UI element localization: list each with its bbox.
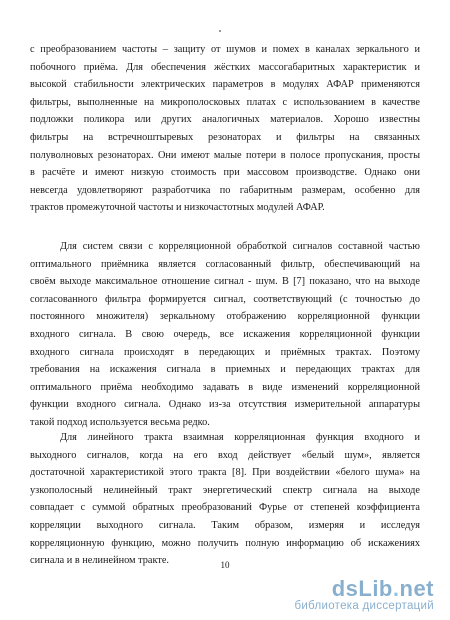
- text-line: достаточной характеристикой этого тракта [8]. При воздействии «белого шума» на: [30, 467, 420, 479]
- text-line: с преобразованием частоты – защиту от шумов и помех в каналах зеркального и: [30, 44, 420, 55]
- text-line: фильтры на встречноштыревых резонаторах и фильтры на связанных: [30, 131, 420, 143]
- text-line: совпадает с суммой обратных преобразований Фурье от степеней коэффициента: [30, 502, 420, 514]
- text-line: постоянного множителя) зеркальному отображению корреляционной функции: [30, 311, 420, 323]
- text-line: подложки поликора или других аналогичных материалов. Хорошо известны: [30, 114, 420, 126]
- text-line: фильтры, выполненные на микрополосковых платах с использованием в качестве: [30, 96, 420, 108]
- watermark-subtitle: библиотека диссертаций: [294, 600, 434, 612]
- text-line: выходного сигналов, когда на его вход действует «белый шум», является: [30, 449, 420, 461]
- text-line: требования на искажения сигнала в приемных и передающих трактах для: [30, 364, 420, 376]
- text-line: высокой стабильности электрических параметров в модулях АФАР применяются: [30, 79, 420, 91]
- text-line: своём выходе максимальное отношение сигнал - шум. В [7] показано, что на выходе: [30, 276, 420, 288]
- text-line: оптимального приёма необходимо задавать в виде изменений корреляционной: [30, 381, 420, 393]
- text-line: согласованного фильтра формируется сигнал, соответствующий (с точностью до: [30, 293, 420, 305]
- text-line: корреляционную функцию, можно получить полную информацию об искажениях: [30, 537, 420, 549]
- text-line: побочного приёма. Для обеспечения жёстких массогабаритных характеристик и: [30, 61, 420, 73]
- paragraph-1: [30, 41, 420, 217]
- text-line: функции входного сигнала. Однако из-за отсутствия измерительной аппаратуры: [30, 399, 420, 411]
- watermark-brand: [332, 576, 434, 602]
- text-line: такой подход используется весьма редко.: [30, 416, 210, 428]
- speck: [219, 30, 221, 32]
- text-line: корреляции выходного сигнала. Таким образом, измеряя и исследуя: [30, 519, 420, 531]
- text-line: сигнала и в нелинейном тракте.: [30, 555, 170, 567]
- text-line: узкополосный нелинейный тракт энергетический спектр сигнала на выходе: [30, 484, 420, 496]
- text-line: Для линейного тракта взаимная корреляционная функция входного и: [60, 432, 420, 443]
- watermark-brand-right: net: [399, 576, 434, 601]
- text-line: оптимального приёмника является согласованный фильтр, обеспечивающий на: [30, 258, 420, 270]
- text-line: Для систем связи с корреляционной обработкой сигналов составной частью: [60, 241, 420, 252]
- text-line: трактов промежуточной частоты и низкочастотных модулей АФАР.: [30, 202, 325, 214]
- text-line: в расчёте и имеют низкую стоимость при массовом производстве. Однако они: [30, 167, 420, 179]
- watermark-brand-left: dsLib: [331, 576, 393, 601]
- paragraph-3: [30, 429, 420, 570]
- page-number: 10: [220, 560, 230, 570]
- watermark-brand-dot: .: [392, 576, 400, 601]
- text-line: входного сигнала происходят в передающих и приёмных трактах. Поэтому: [30, 346, 420, 358]
- text-line: невсегда удовлетворяют разработчика по габаритным размерам, особенно для: [30, 184, 420, 196]
- text-line: входного сигнала. В свою очередь, все искажения корреляционной функции: [30, 328, 420, 340]
- text-line: полуволновых резонаторах. Они имеют малые потери в полосе пропускания, просты: [30, 149, 420, 161]
- paragraph-2: [30, 238, 420, 432]
- watermark-logo: [252, 576, 442, 614]
